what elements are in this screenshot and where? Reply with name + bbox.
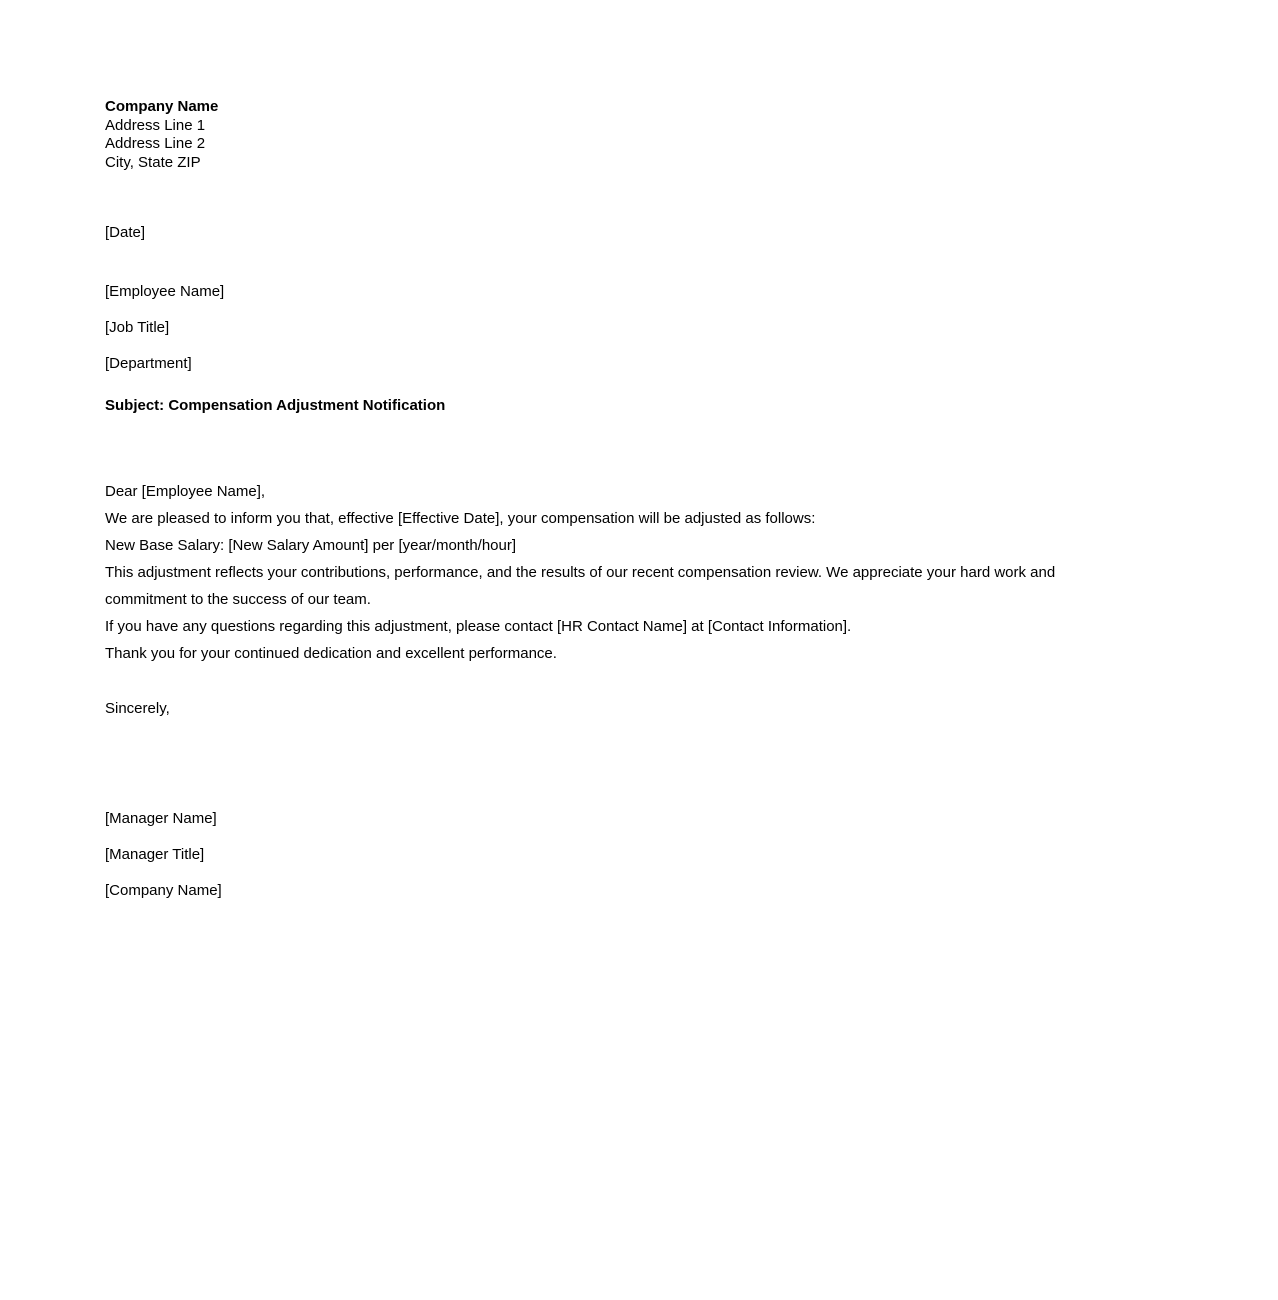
- signature-manager-title: [Manager Title]: [105, 846, 205, 863]
- recipient-job-title: [Job Title]: [105, 319, 170, 336]
- letterhead-company-name: Company Name: [105, 98, 219, 115]
- body-paragraph-5: Thank you for your continued dedication and excellent performance.: [105, 645, 557, 662]
- signature-block: [105, 810, 1125, 900]
- letter-subject-line: Subject: Compensation Adjustment Notification: [105, 397, 446, 414]
- body-paragraph-2: New Base Salary: [New Salary Amount] per [year/month/hour]: [105, 537, 517, 554]
- recipient-block: [105, 283, 1125, 373]
- body-paragraph-3: This adjustment reflects your contributions, performance, and the results of our recent compensation review. We appreciate your hard work and commitment to the success of our team.: [105, 564, 1056, 608]
- letterhead-block: [105, 98, 1125, 172]
- recipient-department: [Department]: [105, 355, 192, 372]
- letter-date: [Date]: [105, 224, 146, 241]
- letterhead-address-line-2: Address Line 2: [105, 135, 206, 152]
- signature-company-name: [Company Name]: [105, 882, 222, 899]
- letterhead-address-line-1: Address Line 1: [105, 116, 206, 134]
- body-salutation: Dear [Employee Name],: [105, 483, 266, 500]
- letter-closing: Sincerely,: [105, 700, 170, 717]
- letterhead-city-state-zip: City, State ZIP: [105, 153, 201, 171]
- letter-content: [105, 98, 1125, 900]
- body-paragraph-4: If you have any questions regarding this adjustment, please contact [HR Contact Name] at [Contact Information].: [105, 618, 852, 635]
- signature-manager-name: [Manager Name]: [105, 810, 217, 827]
- body-paragraph-1: We are pleased to inform you that, effective [Effective Date], your compensation will be adjusted as follows:: [105, 510, 816, 527]
- recipient-employee-name: [Employee Name]: [105, 283, 225, 300]
- letter-body: [105, 478, 1125, 667]
